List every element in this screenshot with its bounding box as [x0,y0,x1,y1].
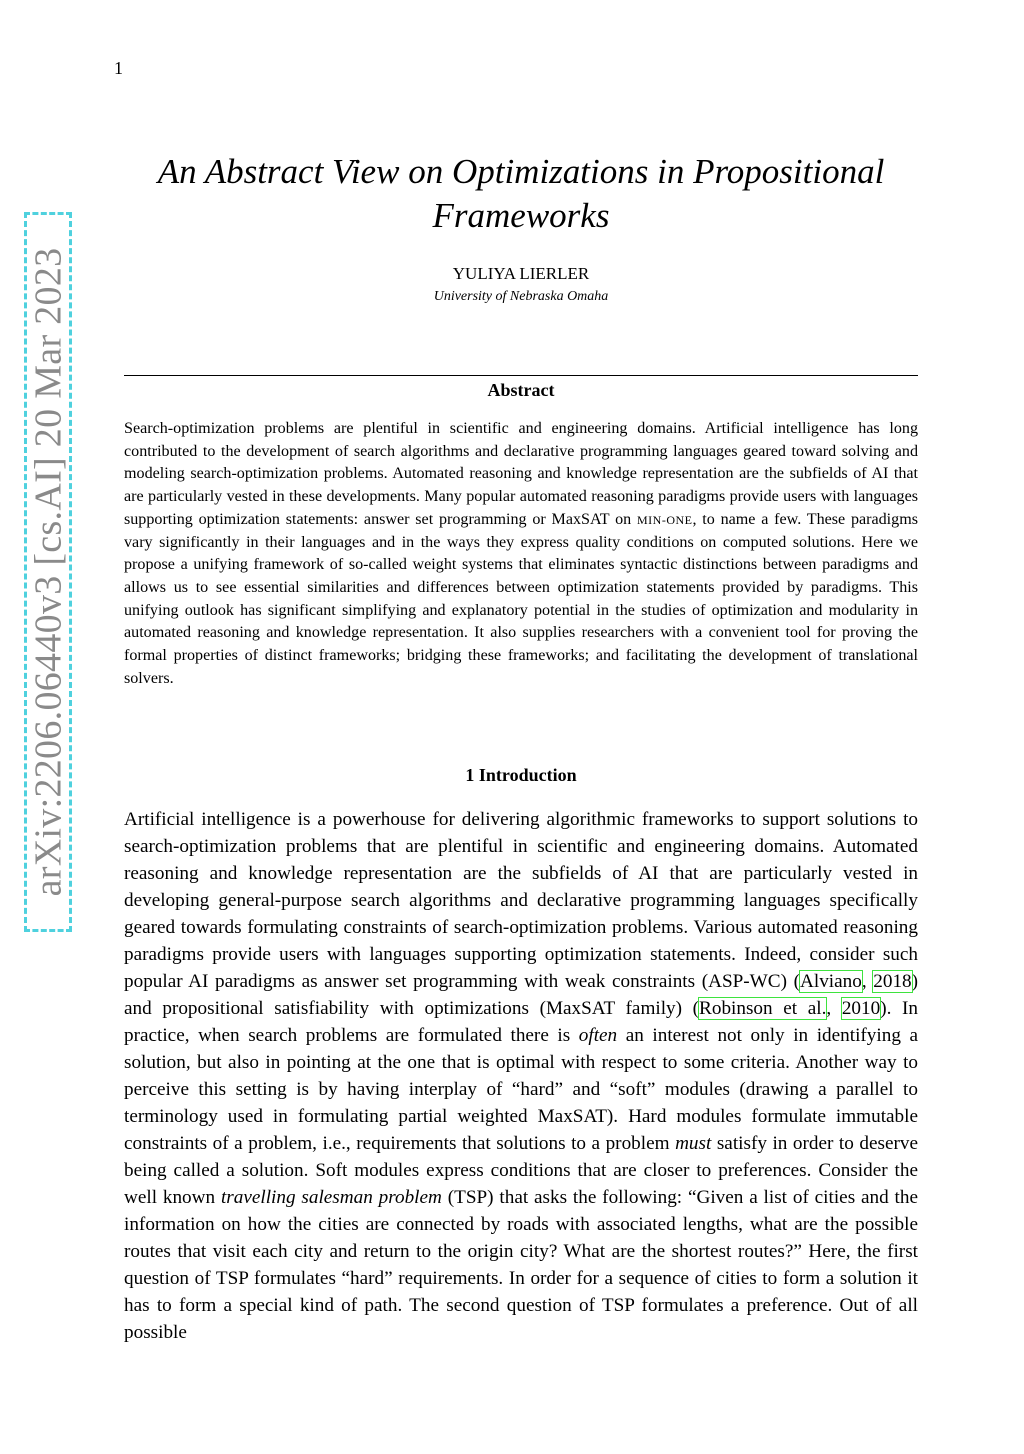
arxiv-stamp-label: arXiv:2206.06440v3 [cs.AI] 20 Mar 2023 [27,247,70,897]
intro-text-part: Artificial intelligence is a powerhouse for delivering algorithmic frameworks to support solutions to search-optimization problems that are plentiful in scientific and engineering domains. Automated reasoning and knowledge representation are the subfields of AI that are particularly vested in developing general-purpose search algorithms and declarative programming languages specifically geared towards formulating constraints of search-optimization problems. Various automated reasoning paradigms provide users with languages supporting optimization statements. Indeed, consider such popular AI paradigms as answer set programming with weak constraints (ASP-WC) ( [124,809,918,992]
intro-text-part: an interest not only in identifying a solution, but also in pointing at the one that is optimal with respect to some criteria. Another way to perceive this setting is by having interplay of “hard” and “soft” modules (drawing a parallel to terminology used in formulating partial weighted MaxSAT). Hard modules formulate immutable constraints of a problem, i.e., requirements that solutions to a problem [124,1025,918,1154]
intro-text-part: ). In practice, when search problems are formulated there is [124,998,919,1046]
arxiv-stamp[interactable] [24,212,72,932]
abstract-text-part: , to name a few. These paradigms vary significantly in their languages and in the ways they express quality conditions on computed solutions. Here we propose a unifying framework of so-called weight systems that eliminates syntactic distinctions between paradigms and allows us to see essential similarities and differences between optimization statements provided by paradigms. This unifying outlook has significant simplifying and explanatory potential in the studies of optimization and modularity in automated reasoning and knowledge representation. It also supplies researchers with a convenient tool for proving the formal properties of distinct frameworks; bridging these frameworks; and facilitating the development of translational solvers. [124,510,918,687]
paper-title: An Abstract View on Optimizations in Propositional Frameworks [157,152,885,235]
intro-text-part: ) and propositional satisfiability with optimizations (MaxSAT family) ( [124,971,919,1019]
author-affiliation: University of Nebraska Omaha [433,289,609,304]
emphasis-often: often [578,1025,618,1046]
introduction-paragraph: Artificial intelligence is a powerhouse for delivering algorithmic frameworks to support solutions to search-optimization problems that are plentiful in scientific and engineering domains. Automated reasoning and knowledge representation are the subfields of AI that are particularly vested in developing general-purpose search algorithms and declarative programming languages specifically geared towards formulating constraints of search-optimization problems. Various automated reasoning paradigms provide users with languages supporting optimization statements. Indeed, consider such popular AI paradigms as answer set programming with weak constraints (ASP-WC) (Alviano, 2018) and propositional satisfiability with optimizations (MaxSAT family) (Robinson et al., 2010). In practice, when search problems are formulated there is often an interest not only in identifying a solution, but also in pointing at the one that is optimal with respect to some criteria. Another way to perceive this setting is by having interplay of “hard” and “soft” modules (drawing a parallel to terminology used in formulating partial weighted MaxSAT). Hard modules formulate immutable constraints of a problem, i.e., requirements that solutions to a problem must satisfy in order to deserve being called a solution. Soft modules express conditions that are closer to preferences. Consider the well known travelling salesman problem (TSP) that asks the following: “Given a list of cities and the information on how the cities are connected by roads with associated lengths, what are the possible routes that visit each city and return to the origin city? What are the shortest routes?” Here, the first question of TSP formulates “hard” requirements. In order for a sequence of cities to form a solution it has to form a special kind of path. The second question of TSP formulates a preference. Out of all possible [124,809,919,1343]
citation-link-alviano[interactable]: Alviano [800,971,862,992]
emphasis-must: must [675,1133,712,1154]
page-number: 1 [114,58,123,78]
min-one-smallcaps: MIN-ONE [637,512,693,527]
abstract-text [124,418,918,690]
citation-link-robinson-year[interactable]: 2010 [841,998,881,1019]
author-name: YULIYA LIERLER [452,264,590,283]
citation-link-robinson[interactable]: Robinson et al. [699,998,827,1019]
emphasis-tsp: travelling salesman problem [220,1187,442,1208]
intro-text-part: satisfy in order to deserve being called a solution. Soft modules express conditions that are closer to preferences. Consider the well known [124,1133,918,1208]
abstract-rule [124,375,918,376]
abstract-heading: Abstract [487,380,555,400]
section-heading-introduction: 1 Introduction [465,765,577,785]
abstract-text-part: Search-optimization problems are plentiful in scientific and engineering domains. Artificial intelligence has long contributed to the development of search algorithms and declarative programming languages geared toward solving and modeling search-optimization problems. Automated reasoning and knowledge representation are the subfields of AI that are particularly vested in these developments. Many popular automated reasoning paradigms provide users with languages supporting optimization statements: answer set programming or MaxSAT on [124,420,918,528]
intro-text-part: (TSP) that asks the following: “Given a list of cities and the information on how the cities are connected by roads with associated lengths, what are the possible routes that visit each city and return to the origin city? What are the shortest routes?” Here, the first question of TSP formulates “hard” requirements. In order for a sequence of cities to form a solution it has to form a special kind of path. The second question of TSP formulates a preference. Out of all possible [124,1187,918,1343]
citation-link-alviano-year[interactable]: 2018 [873,971,912,992]
